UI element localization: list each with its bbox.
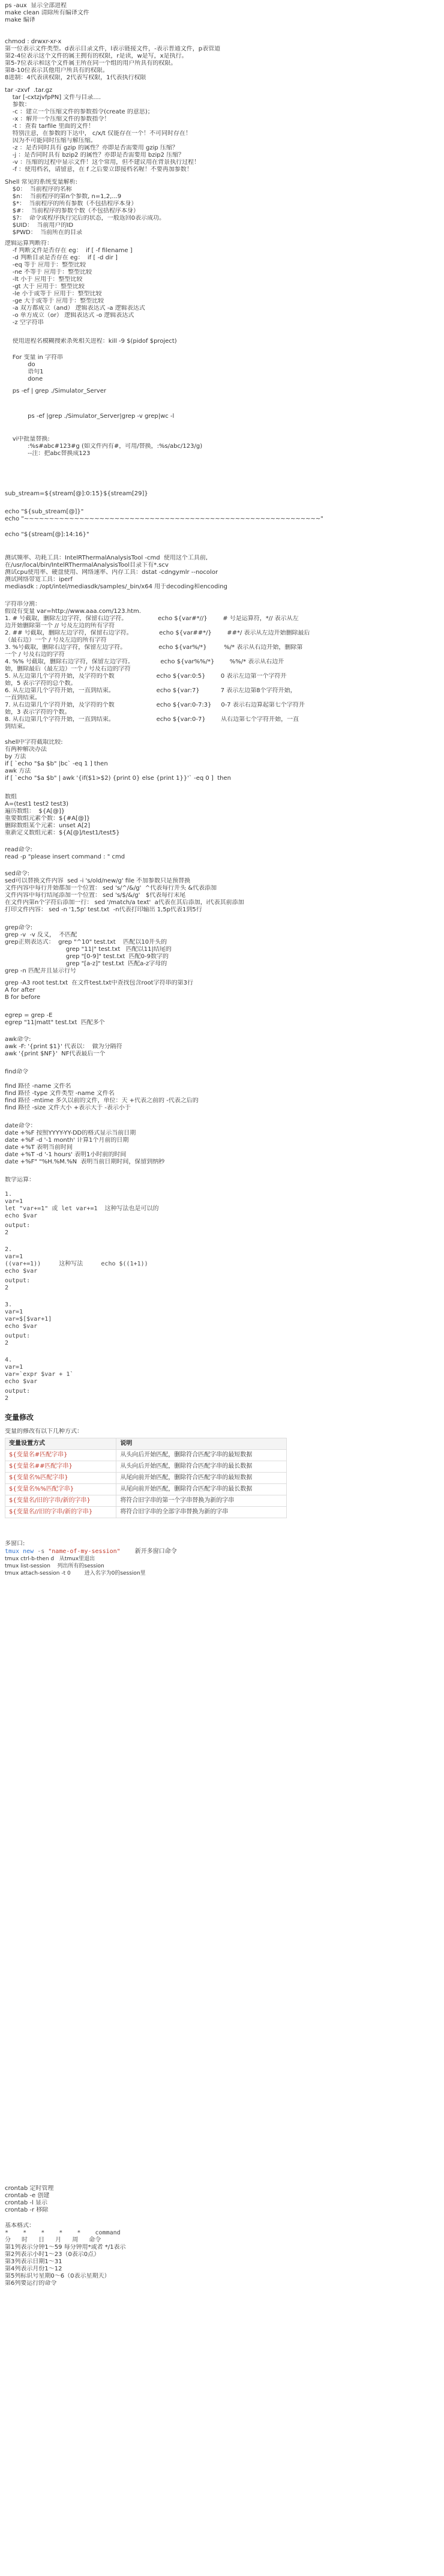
crontab-field-desc: 第6列要运行的命令 (5, 2280, 57, 2287)
var-replace-title: 变量修改 (5, 1413, 34, 1422)
note-block-grep-a (5, 980, 437, 1001)
note-line: -f 判断文件是否存在 eg： if [ -f filename ] (5, 247, 133, 254)
note-line: sed命令: (5, 870, 30, 877)
note-line: 打印文件内容： sed -n '1,5p' test.txt -n代表打印输出 1,5p代表1到5行 (5, 906, 202, 913)
note-line: 测试频率、功耗工具：IntelRThermalAnalysisTool -cmd 使用这个工具前, (5, 555, 208, 561)
note-line: 在/usr/local/bin/IntelRThermalAnalysisTool目录下有*.scv (5, 562, 169, 569)
note-block-tar (5, 87, 437, 173)
note-line: 遍历数组： ${A[@]} (5, 808, 65, 815)
note-line: done (5, 376, 43, 382)
crontab-line: crontab 定时管理 (5, 2185, 54, 2192)
note-line: date +%T 表明当前时间 (5, 1144, 73, 1151)
note-block-string-intercept (5, 601, 437, 731)
note-line: -z ：是否同时具有 gzip 的属性？亦即是否需要用 gzip 压缩？ (5, 145, 178, 151)
crontab-line: crontab -e 创建 (5, 2192, 50, 2199)
note-line: date +%F 按照YYYY-YY-DD的格式显示当前日期 (5, 1130, 136, 1136)
note-line: date +%F -d '-1 month' 计算1个月前的日期 (5, 1137, 129, 1144)
crontab-line: crontab -r 移除 (5, 2207, 49, 2213)
note-line: 2. (5, 1246, 13, 1253)
note-line: 8. 从右边第几个字符开始，一直到结束。 echo ${var:0-7} 从右边第七个字符开始，一直 (5, 716, 299, 723)
note-line: 2 (5, 1395, 9, 1402)
crontab-section (5, 2185, 437, 2287)
table-cell-syntax: ${变量名##匹配字串} (5, 1461, 116, 1473)
note-line: var=1 (5, 1364, 23, 1371)
note-line: grep正则表达式： grep "^10" test.txt 匹配以10开头的 (5, 939, 167, 946)
table-row (5, 1450, 287, 1461)
note-line: 到结束。 (5, 723, 29, 730)
note-line: grep命令: (5, 925, 33, 931)
crontab-format-title: 基本格式： (5, 2222, 35, 2229)
note-line: vi中批量替换: (5, 436, 50, 442)
note-line: 边开始删除第一个 // 号及左边的所有字符 (5, 623, 115, 629)
note-line: 1. # 号截取，删除左边字符，保留右边字符。 echo ${var#*//} # 号是运算符，*// 表示从左 (5, 615, 299, 622)
note-line: find 路径 -type 文件类型 -name 文件名 (5, 1090, 115, 1097)
table-cell-desc: 从头向后开始匹配，删除符合匹配字串的最短数据 (116, 1450, 287, 1461)
note-line: $#： 当前程序的参数个数（不包括程序本身） (5, 208, 139, 214)
note-line: 2 (5, 1285, 9, 1291)
note-line: -o 单方成立（or） 逻辑表达式 -o 逻辑表达式 (5, 312, 134, 319)
note-line: find 路径 -mtime 多久以前的文件，单位：天 +代表之前的 -代表之后的 (5, 1097, 199, 1104)
note-block-arith4-out (5, 1388, 437, 1402)
note-line: 第8-10位表示其他用户所具有的权限。 (5, 67, 109, 74)
note-line: var=1 (5, 1198, 23, 1205)
note-line: 删除数组某个元素：unset A[2] (5, 822, 91, 829)
note-line: ps -ef |grep ./Simulator_Server|grep -v grep|wc -l (5, 413, 175, 420)
note-line: 语句1 (5, 369, 44, 375)
crontab-format-line: 分 时 日 月 周 命令 (5, 2237, 101, 2243)
note-line: 一个 / 号及右边的字符 (5, 651, 65, 658)
note-block-arith3 (5, 1302, 437, 1330)
table-cell-syntax: ${变量名#匹配字串} (5, 1450, 116, 1461)
note-line: read命令: (5, 846, 32, 853)
note-line: 始，3 表示字符的个数。 (5, 709, 71, 716)
tmux-cmd-string: "name-of-my-session" (48, 1548, 121, 1555)
note-line: tar [-cxtzjvfpPN] 文件与目录.... (5, 94, 101, 101)
note-line: -lt 小于 应用于：整型比较 (5, 276, 83, 283)
note-line: -a 双方都成立（and） 逻辑表达式 -a 逻辑表达式 (5, 305, 145, 312)
note-line: date +%T -d '-1 hours' 表明1小时前的时间 (5, 1151, 127, 1158)
note-line: 数组 (5, 794, 17, 800)
note-line: find 路径 -name 文件名 (5, 1083, 71, 1090)
note-line: 数学运算： (5, 1177, 35, 1183)
note-line: B for before (5, 994, 41, 1001)
note-line: by 方法 (5, 753, 26, 760)
note-line: shell中字符截取比较: (5, 739, 63, 746)
table-cell-desc: 从尾向前开始匹配，删除符合匹配字串的最长数据 (116, 1484, 287, 1495)
table-cell-syntax: ${变量名%%匹配字串} (5, 1484, 116, 1495)
note-line: -j ：是否同时具有 bzip2 的属性？亦即是否需要用 bzip2 压缩？ (5, 152, 185, 158)
note-line: -x ：解开一个压缩文件的参数指令！ (5, 116, 110, 122)
note-line: --注：把abc替换成123 (5, 450, 91, 457)
note-block-echo1 (5, 508, 437, 523)
note-block-arith2-out (5, 1277, 437, 1292)
table-header: 说明 (116, 1438, 287, 1450)
crontab-field-desc: 第1列表示分钟1～59 每分钟用*或者 */1表示 (5, 2244, 126, 2251)
note-line: 7. 从右边第几个字符开始，及字符的个数 echo ${var:0-7:3} 0-7 表示右边算起第七个字符开 (5, 702, 305, 708)
note-line: grep -A3 root test.txt 在文件test.txt中查找包含root字符串的第3行 (5, 980, 193, 986)
note-block-kill (5, 338, 437, 345)
note-line: var=1 (5, 1309, 23, 1315)
note-line: Shell 常见的系统变量解析: (5, 179, 77, 186)
note-block-sub-stream (5, 490, 437, 498)
note-line: grep "11|" test.txt 匹配以11|结尾的 (5, 946, 172, 953)
note-line: do (5, 361, 35, 368)
note-block-arith4 (5, 1357, 437, 1386)
table-row (5, 1473, 287, 1484)
note-line: 4. %% 号截取，删除右边字符，保留左边字符。 echo ${var%%/*} %%/* 表示从右边开 (5, 659, 284, 665)
note-line: awk '{print $NF}' NF代表最后一个 (5, 1051, 106, 1057)
note-line: -ge 大于或等于 应用于：整型比较 (5, 298, 104, 304)
note-line: :%s#abc#123#g (如文件内有#，可用/替换，:%s/abc/123/g) (5, 443, 203, 450)
note-line: sub_stream=${stream[@]:0:15}${stream[29]} (5, 490, 148, 497)
note-line: if [ `echo "$a $b" | awk '{if($1>$2) {print 0} else {print 1}}'` -eq 0 ] then (5, 775, 231, 782)
note-line: -c ：建立一个压缩文件的参数指令(create 的意思)； (5, 109, 154, 115)
note-line: $0： 当前程序的名称 (5, 186, 72, 193)
note-line: grep "[0-9]" test.txt 匹配0-9数字的 (5, 953, 169, 960)
note-line: 6. 从左边第几个字符开始，一直到结束。 echo ${var:7} 7 表示左边第8个字符开始， (5, 687, 296, 694)
table-cell-desc: 从头向后开始匹配，删除符合匹配字串的最长数据 (116, 1461, 287, 1473)
note-line: 2 (5, 1340, 9, 1347)
note-line: let "var+=1" 或 let var+=1 这种写法也是可以的 (5, 1205, 159, 1212)
note-line: output: (5, 1222, 31, 1229)
note-line: mediasdk : /opt/intel/mediasdk/samples/_bin/x64 用于decoding和encoding (5, 584, 227, 590)
note-block-egrep (5, 1012, 437, 1027)
note-line: egrep = grep -E (5, 1012, 53, 1019)
note-line: 因为不可能同时压缩与解压缩。 (5, 137, 97, 144)
note-line: 假设有变量 var=http://www.aaa.com/123.htm. (5, 608, 141, 615)
note-line: awk命令: (5, 1036, 31, 1043)
note-line (5, 1076, 437, 1083)
note-line: date命令： (5, 1123, 37, 1129)
note-line: output: (5, 1388, 31, 1395)
note-line: make clean 清除所有编译文件 (5, 10, 89, 16)
crontab-field-desc: 第3列表示日期1～31 (5, 2258, 62, 2265)
var-replace-section (5, 1412, 437, 1518)
table-cell-desc: 将符合旧字串的全部字串替换为新的字串 (116, 1507, 287, 1518)
note-line: -gt 大于 应用于：整型比较 (5, 283, 85, 290)
note-line: date +%F" "%H.%M.%N 表明当前日期时间，保留到纳秒 (5, 1159, 165, 1165)
note-block-arith1-out (5, 1222, 437, 1237)
note-block-logic (5, 240, 437, 327)
crontab-field-desc: 第4列表示月份1～12 (5, 2266, 62, 2272)
note-block-array (5, 794, 437, 837)
note-line: echo "~~~~~~~~~~~~~~~~~~~~~~~~~~~~~~~~~~~~~~~~~~~~~~~~~~~~~~~~~~~" (5, 516, 323, 522)
note-line: make 编译 (5, 17, 35, 23)
note-line: 2. ## 号截取，删除左边字符，保留右边字符。 echo ${var##*/} ##*/ 表示从左边开始删除最后 (5, 630, 310, 636)
note-block-arith2 (5, 1246, 437, 1275)
note-line: 有两种解决办法 (5, 746, 47, 753)
note-line: ps -ef | grep ./Simulator_Server (5, 388, 106, 394)
var-replace-subtitle: 变量的修改有以下几种方式： (5, 1428, 83, 1435)
note-line: 逻辑运算判断符： (5, 240, 53, 247)
note-line: $?： 命令或程序执行完后的状态，一般返回0表示成功。 (5, 215, 166, 222)
note-line: grep -v -v 反义， 不匹配 (5, 932, 77, 938)
note-line: 第5-7位表示和这个文件属主所在同一个组的用户所具有的权限。 (5, 60, 177, 67)
note-block-sed (5, 870, 437, 914)
note-block-awk (5, 1036, 437, 1058)
note-line: 始，5 表示字符的总个数。 (5, 680, 77, 687)
tmux-cmd-desc: 新开多窗口命令 (120, 1548, 177, 1555)
note-line: 特别注意，在参数的下达中， c/x/t 仅能存在一个！不可同时存在！ (5, 130, 192, 137)
note-block-shell-field (5, 739, 437, 782)
table-header: 变量设置方式 (5, 1438, 116, 1450)
tmux-title: 多窗口: (5, 1540, 25, 1547)
table-row (5, 1507, 287, 1518)
note-line: echo $var (5, 1323, 38, 1330)
note-line: var=1 (5, 1253, 23, 1260)
note-line: 第2-4位表示这个文件的属主拥有的权限，r是读，w是写，x是执行。 (5, 53, 188, 59)
note-block-for (5, 354, 437, 383)
note-block-read (5, 846, 437, 861)
note-line: sed可以替换文件内容 sed -i 's/old/new/g' file 不加参数只是预替换 (5, 878, 191, 884)
crontab-line: crontab -l 显示 (5, 2200, 47, 2206)
note-line: awk 方法 (5, 768, 31, 774)
table-row (5, 1484, 287, 1495)
note-block-ps-aux (5, 2, 437, 24)
table-row (5, 1461, 287, 1473)
note-line: find命令 (5, 1069, 28, 1075)
note-line: 8进制：4代表读权限，2代表写权限，1代表执行权限 (5, 74, 146, 81)
var-replace-table (5, 1438, 287, 1518)
note-line: -ne 不等于 应用于：整型比较 (5, 269, 92, 276)
note-line: （最右边）一个 / 号及左边的所有字符 (5, 637, 107, 644)
note-block-shell-vars (5, 179, 437, 237)
note-line: -f ：使用档名，请留意，在 f 之后要立即接档名喔！不要再加参数！ (5, 166, 193, 173)
tmux-section (5, 1540, 437, 1577)
note-line: 重要数组元素个数：${#A[@]} (5, 815, 91, 822)
note-line: -t ：查看 tarfile 里面的文件！ (5, 123, 95, 130)
note-line: tar -zxvf .tar.gz (5, 87, 53, 94)
table-cell-syntax: ${变量名%匹配字串} (5, 1473, 116, 1484)
note-line: $*： 当前程序的所有参数（不包括程序本身） (5, 201, 137, 207)
note-line: var=`expr $var + 1` (5, 1371, 74, 1378)
note-line: 测试cpu使用率、硬盘使用、网络速率、内存工具：dstat -cdngymlr --nocolor (5, 569, 218, 576)
note-block-echo2 (5, 531, 437, 538)
note-block-grep (5, 925, 437, 975)
tmux-cmd-option: -s (34, 1548, 49, 1555)
note-block-date (5, 1123, 437, 1166)
note-line: 文件内容中每行开始都加一个位置： sed 's/^/&/g' ^代表每行开头 &代表添加 (5, 885, 217, 891)
table-cell-syntax: ${变量名/旧的字串/新的字串} (5, 1495, 116, 1507)
tmux-line: tmux attach-session -t 0 进入名字为0的session里 (5, 1570, 146, 1576)
note-line: ps -aux 显示全部进程 (5, 2, 67, 9)
note-line: $UID： 当前用户的ID (5, 222, 74, 229)
note-line: 3. (5, 1302, 13, 1308)
note-line: 始，删除最后（最左边）一个 / 号及右边的字符 (5, 666, 131, 672)
note-line: A=(test1 test2 test3) (5, 801, 69, 807)
note-block-vi (5, 436, 437, 457)
note-line: 3. %号截取，删除右边字符，保留左边字符。 echo ${var%/*} %/* 表示从右边开始，删除第 (5, 644, 303, 651)
note-line: find 路径 -size 文件大小 +表示大于 -表示小于 (5, 1105, 131, 1111)
note-block-ps-ef (5, 388, 437, 395)
note-line: var=$[$var+1] (5, 1316, 52, 1323)
table-cell-desc: 将符合旧字串的第一个字串替换为新的字串 (116, 1495, 287, 1507)
note-line: 使用进程名模糊搜索杀死相关进程：kill -9 $(pidof $project) (5, 338, 177, 345)
note-line: echo $var (5, 1378, 38, 1385)
note-line: -v ：压缩的过程中显示文件！这个常用，但不建议用在背景执行过程！ (5, 159, 200, 166)
tmux-cmd-keyword: tmux new (5, 1548, 34, 1555)
note-line: 4. (5, 1357, 13, 1363)
note-block-tools (5, 555, 437, 591)
table-cell-syntax: ${变量名//旧的字串/新的字串} (5, 1507, 116, 1518)
note-line: echo "${sub_stream[@]}" (5, 508, 84, 515)
note-block-arith3-out (5, 1333, 437, 1347)
crontab-format-line: * * * * * command (5, 2230, 121, 2236)
note-line: 2 (5, 1229, 9, 1236)
note-line: 参数： (5, 101, 31, 108)
note-line: output: (5, 1333, 31, 1339)
note-line: 1. (5, 1191, 13, 1198)
note-line: echo "${stream[@]:14:16}" (5, 531, 89, 538)
table-cell-desc: 从尾向前开始匹配，删除符合匹配字串的最短数据 (116, 1473, 287, 1484)
note-line: 在文件内第n个字符后添加一行： sed '/match/a text' a代表在其后添加，i代表其前添加 (5, 899, 244, 906)
note-line: 字符串分割： (5, 601, 41, 608)
note-line: 5. 从左边第几个字符开始，及字符的个数 echo ${var:0:5} 0 表示左边第一个字符开 (5, 673, 287, 680)
note-line: echo $var (5, 1268, 38, 1274)
note-line: grep -n 匹配并且显示行号 (5, 968, 77, 974)
table-row (5, 1495, 287, 1507)
note-line: output: (5, 1277, 31, 1284)
note-line: egrep "11|matt" test.txt 匹配多个 (5, 1019, 105, 1026)
note-line: -z 空字符串 (5, 319, 44, 326)
note-block-ps-ef-wc (5, 413, 437, 420)
note-line: 测试网络带宽工具：iperf (5, 576, 73, 583)
note-block-find (5, 1069, 437, 1112)
note-line: read -p "please insert command : " cmd (5, 854, 125, 860)
note-line: 一直到结束。 (5, 695, 41, 701)
note-line: 第一位表示文件类型。d表示目录文件，l表示链接文件，-表示普通文件，p表管道 (5, 46, 221, 52)
note-line: if [ `echo "$a $b" |bc` -eq 1 ] then (5, 761, 108, 767)
note-line: awk -F: '{print $1}' 代表以： 做为分隔符 (5, 1043, 122, 1050)
note-line: 重新定义数组元素：${A[@]/test1/test5} (5, 830, 120, 836)
note-line: chmod : drwxr-xr-x (5, 38, 62, 45)
note-line: A for after (5, 987, 35, 994)
note-line: $n： 当前程序的第n个参数, n=1,2,...9 (5, 193, 122, 200)
note-block-chmod (5, 38, 437, 82)
crontab-field-desc: 第5列标识号星期0～6（0表示星期天） (5, 2273, 110, 2279)
note-line: -d 判断目录是否存在 eg： if [ -d dir ] (5, 255, 118, 261)
tmux-line: tmux list-session 列出所有的session (5, 1563, 104, 1569)
tmux-line: tmux ctrl-b-then d 从tmux里退出 (5, 1556, 95, 1562)
note-line: grep "[a-z]" test.txt 匹配a-z字母的 (5, 961, 167, 967)
note-line: ((var+=1)) 这种写法 echo $((1+1)) (5, 1261, 148, 1267)
note-block-arith-title (5, 1177, 437, 1184)
note-line: echo $var (5, 1213, 38, 1219)
crontab-field-desc: 第2列表示小时1～23（0表示0点） (5, 2251, 100, 2258)
tmux-new-command (5, 1548, 437, 1555)
note-line: -eq 等于 应用于：整型比较 (5, 262, 86, 268)
note-line: 文件内容中每行结尾添加一个位置： sed 's/$/&/g' $代表每行末尾 (5, 892, 186, 899)
note-line: -le 小于或等于 应用于：整型比较 (5, 291, 102, 297)
note-block-arith1 (5, 1191, 437, 1220)
note-line: For 变量 in 字符串 (5, 354, 63, 361)
note-line: $PWD： 当前所在的目录 (5, 229, 83, 236)
